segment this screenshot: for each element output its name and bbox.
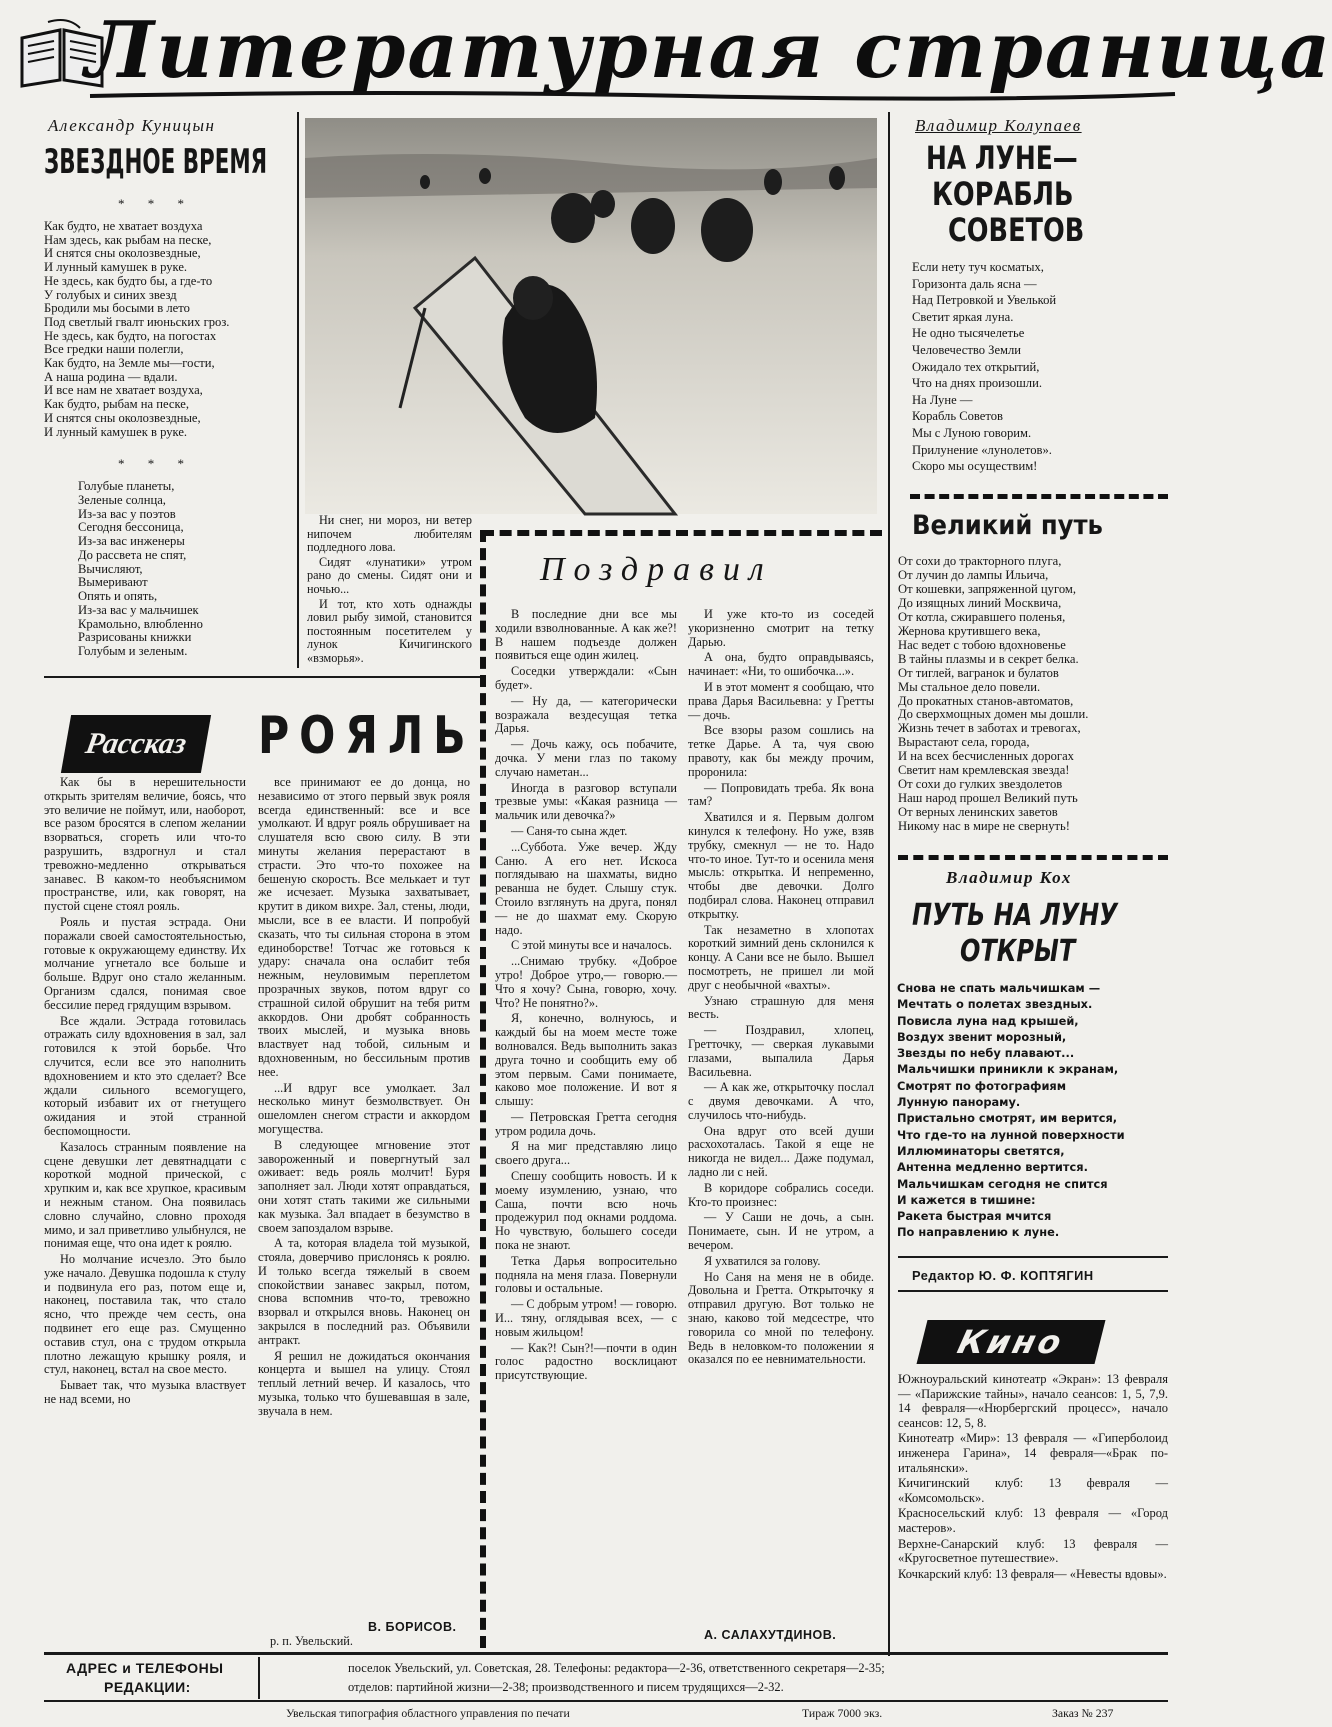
royal-p: Я решил не дожидаться окончания концерта и вышел на улицу. Стоял теплый летний вечер. И казалось, что музыка, только что бушевавшая в зале, звучала в нем. <box>258 1348 470 1418</box>
stars-divider: * * * <box>118 196 194 211</box>
footer-rule-top <box>44 1652 1168 1655</box>
kino-item: Красносельский клуб: 13 февраля — «Город мастеров». <box>898 1506 1168 1535</box>
pozdravil-p: Она вдруг ото всей души расхохоталась. Такой я еще не никогда не видел... Даже подумал, ладно ли с ней. <box>688 1123 874 1180</box>
pozdravil-p: — Петровская Гретта сегодня утром родила дочь. <box>495 1109 677 1138</box>
kox-author: Владимир Кох <box>946 868 1072 887</box>
kolupaev-author: Владимир Колупаев <box>915 116 1082 135</box>
borisov-signature: В. БОРИСОВ. <box>368 1620 457 1634</box>
borisov-place: р. п. Увельский. <box>270 1634 353 1648</box>
kino-rubric: Кино <box>917 1320 1106 1364</box>
pozdravil-p: Так незаметно в хлопотах короткий зимний день склонился к концу. А Сани все не было. Вышел посмотреть, не пришел ли мой друг с необычной «вахты». <box>688 922 874 992</box>
kino-item: Кинотеатр «Мир»: 13 февраля — «Гиперболоид инженера Гарина», 14 февраля—«Брак по-итальянски». <box>898 1431 1168 1475</box>
pozdravil-col-a <box>495 608 677 1385</box>
royal-p: Казалось странным появление на сцене девушки лет девятнадцати с короткой модной прической, с хрупким и, как все хрупкое, красивым и нежным станом. Она появилась словно случайно, словно проходя мимо, и зал приветливо улыбнулся, не понимая еще, что она идет к роялю. <box>44 1139 246 1251</box>
pozdravil-p: Я ухватился за голову. <box>704 1253 821 1268</box>
royal-p: Рояль и пустая эстрада. Они поражали своей самостоятельностью, готовые к окружающему единству. Их молчание угнетало все больше и больше. Вдруг оно стало желанным. Организм сдался, понимая свое бессилие перед грядущим взрывом. <box>44 914 246 1012</box>
royal-col-b <box>258 776 470 1421</box>
pozdravil-col-b <box>688 608 874 1369</box>
kino-item: Южноуральский кинотеатр «Экран»: 13 февраля — «Парижские тайны», начало сеансов: 1, 5, 7,9. 14 февраля—«Нюрбергский процесс», начало сеансов: 12, 5, 8. <box>898 1372 1168 1430</box>
velikiy-put-poem: От сохи до тракторного плуга, От лучин до лампы Ильича, От кошевки, запряженной цугом, До изящных линий Москвича, От котла, сжиравшего поленья, Жернова крутившего века, Нас ведет с тобою вдохновенье В тайны плазмы и в секрет белка. От тиглей, вагранок и булатов Мы стальное дело повели. До прокатных станов-автоматов, До сверхмощных домен мы дошли. Жизнь течет в заботах и тревогах, Вырастают села, города, И на всех бесчисленных дорогах Светит нам кремлевская звезда! От сохи до гулких звездолетов Наш народ прошел Великий путь От верных ленинских заветов Никому нас в мире не свернуть! <box>898 554 1089 834</box>
put-na-lunu-title-2: ОТКРЫТ <box>960 934 1076 969</box>
editor-rule-bottom <box>898 1290 1168 1292</box>
kunitsyn-poem-1: Как будто, не хватает воздуха Нам здесь, как рыбам на песке, И снятся сны околозвездные, И лунный камушек в руке. Не здесь, как будто бы, а где-то У голубых и синих звезд Бродили мы босыми в лето Под светлый гвалт июньских гроз. Не здесь, как будто, на погостах Все гредки наши полегли, Как будто, на Земле мы—гости, А наша родина — вдали. И все нам не хватает воздуха, Как будто, рыбам на песке, И снятся сны околозвездные, И лунный камушек в руке. <box>44 219 230 439</box>
pozdravil-p: — С добрым утром! — говорю. И... тяну, оглядывая всех, — с новым жильцом! <box>495 1297 677 1339</box>
footer-address-line-2: отделов: партийной жизни—2-38; производственного и писем трудящихся—2-32. <box>348 1680 784 1694</box>
pozdravil-p: — Поздравил, хлопец, Гретточку, — сверкая лукавыми глазами, выпалила Дарья Васильевна. <box>688 1023 874 1079</box>
right-column-rule <box>888 112 890 1656</box>
pozdravil-p: — Дочь кажу, ось побачите, дочка. У мени глаз по такому случаю наметан... <box>495 737 677 779</box>
royal-top-rule <box>44 676 480 678</box>
pozdravil-p: И уже кто-то из соседей укоризненно смотрит на тетку Дарью. <box>688 607 874 649</box>
masthead-title: Литературная страница <box>85 5 1332 96</box>
footer-divider <box>258 1657 260 1699</box>
masthead-underline <box>90 88 1175 102</box>
pozdravil-p: — У Саши не дочь, а сын. Понимаете, сын. И не утром, а вечером. <box>688 1210 874 1253</box>
pozdravil-p: — Попровидать треба. Як вона там? <box>688 780 874 809</box>
zvezdnoe-vremya-title: ЗВЕЗДНОЕ ВРЕМЯ <box>44 142 268 182</box>
divider-2 <box>898 855 1168 860</box>
editor-rule-top <box>898 1256 1168 1258</box>
kino-item: Верхне-Санарский клуб: 13 февраля — «Кругосветное путешествие». <box>898 1536 1168 1566</box>
kox-poem: Снова не спать мальчишкам — Мечтать о полетах звездных. Повисла луна над крышей, Воздух звенит морозный, Звезды по небу плавают... Мальчишки приникли к экранам, Смотрят по фотографиям Лунную панораму. Пристально смотрят, им верится, Что где-то на лунной поверхности Иллюминаторы светятся, Антенна медленно вертится. Мальчишкам сегодня не спится И кажется в тишине: Ракета быстрая мчится По направлению к луне. <box>897 981 1125 1240</box>
divider-1 <box>910 494 1168 499</box>
pozdravil-p: И в этот момент я сообщаю, что права Дарья Васильевна: у Гретты — дочь. <box>688 679 874 722</box>
pozdravil-p: — Саня-то сына ждет. <box>511 823 628 838</box>
pozdravil-p: В последние дни все мы ходили взволнованные. А как же?! В нашем подъезде должен появиться еще один жилец. <box>495 607 677 663</box>
royal-p: ...И вдруг все умолкает. Зал несколько минут безмолвствует. Он ошеломлен снегом страсти и аккордом могущества. <box>258 1080 470 1136</box>
na-lune-title-3: СОВЕТОВ <box>948 211 1085 249</box>
put-na-lunu-title-1: ПУТЬ НА ЛУНУ <box>912 898 1118 933</box>
royal-p: Как бы в нерешительности открыть зрителям величие, боясь, что это величие не поймут, или, наоборот, все разом бросятся в слепом желании взорваться, сгореть или что-то разрушить, вздрогнул и стал тревожно-медленно открываться занавес. В каком-то необъяснимом пространстве, или, как говорят, на пустой сцене стоял рояль. <box>44 775 246 914</box>
pozdravil-p: — Ну да, — категорически возражала вездесущая тетка Дарья. <box>495 693 677 736</box>
royal-p: Бывает так, что музыка властвует не над всеми, но <box>44 1378 246 1407</box>
winter-scene-image <box>305 118 877 514</box>
pozdravil-p: Иногда в разговор вступали трезвые умы: «Какая разница — мальчик или девочка?» <box>495 780 677 823</box>
pozdravil-p: Узнаю страшную для меня весть. <box>688 993 874 1022</box>
footer-label-1: АДРЕС и ТЕЛЕФОНЫ <box>66 1660 224 1676</box>
footer-label-2: РЕДАКЦИИ: <box>104 1679 191 1695</box>
royal-p: В следующее мгновение этот завороженный и повергнутый зал оживает: ведь рояль молчит! Буря заполняет зал. Люди хотят оправдаться, они хотят стать такими же сильными как музыка. Зал впадает в безумство в своем запоздалом взрыве. <box>258 1137 470 1235</box>
kunitsyn-poem-2: Голубые планеты, Зеленые солнца, Из-за вас у поэтов Сегодня бессоница, Из-за вас инженеры До рассвета не спят, Вычисляют, Вымеривают Опять и опять, Из-за вас у мальчишек Крамольно, влюбленно Разрисованы книжки Голубым и зеленым. <box>78 479 203 658</box>
ice-fishing-photo <box>305 118 877 514</box>
royal-p: Все ждали. Эстрада готовилась отражать силу вдохновения в зал, зал готовился к этой борьбе. Что случится, если все это наполнить вдохновением и кто это сделает? Все ждали сильного всемогущего, который избавит их от гнетущего ожидания и этой странной беспомощности. <box>44 1013 246 1138</box>
pozdravil-p: ...Суббота. Уже вечер. Жду Саню. А его нет. Искоса поглядываю на шахматы, видно реванша не будет. Слышу стук. Стоило взглянуть на друга, понял — не до шахмат ему. Скорую надо. <box>495 839 677 937</box>
printer-line: Увельская типография областного управления по печати <box>286 1706 570 1720</box>
royal-p: А та, которая владела той музыкой, стояла, доверчиво прислонясь к роялю. И только всегда тяжелый в своем спокойствии занавес закрыл, потом, снова вспомнив что-то, тревожно взорвал и открылся вновь. Наконец он закрылся в последний раз. Объявили антракт. <box>258 1236 470 1347</box>
salakhutdinov-signature: А. САЛАХУТДИНОВ. <box>704 1628 837 1642</box>
pozdravil-border-left <box>480 530 486 1648</box>
pozdravil-p: А она, будто оправдываясь, начинает: «Ни, то ошибочка...». <box>688 650 874 679</box>
column-rule <box>297 112 299 668</box>
zakaz-line: Заказ № 237 <box>1052 1706 1114 1720</box>
pozdravil-p: Хватился и я. Первым долгом кинулся к телефону. Но уже, взяв трубку, смекнул — не то. Надо что-то иное. Тут-то и осенила меня мысль: открытка. И непременно, чтобы две девочки. Долго подбирал слова. Наконец отправил открытку. <box>688 810 874 921</box>
royal-p: все принимают ее до донца, но независимо от этого первый звук рояля всегда единственный: все и все умолкают. И вдруг рояль обрушивает на слушателя всю свою силу. В эти минуты желания перерастают в страсти. Это что-то похожее на бешеную скорость. Все мелькает и тут же исчезает. Музыка захватывает, крутит в диком вихре. Зал, стены, люди, мысли, все в ее власти. И попробуй сказать, что ты сильная сторона в этом единоборстве! Тотчас же готовься к удару: сначала она ослабит тебя нежным, неуловимым переплетом прозрачных звуков, потом вдруг со страшной силой обрушит на тебя ритм аккордов. Они дробят собранность твоих мыслей, и музыка вновь властвует над тобой, сильным и вдохновенным, но бессильным против нее. <box>258 775 470 1079</box>
pozdravil-p: Все взоры разом сошлись на тетке Дарье. А та, чуя свою правоту, как бы между прочим, проронила: <box>688 723 874 779</box>
rasskaz-rubric: Рассказ <box>61 715 211 773</box>
caption-paragraph-2: Сидят «лунатики» утром рано до смены. Сидят они и ночью... <box>307 554 472 596</box>
editor-line: Редактор Ю. Ф. КОПТЯГИН <box>912 1268 1094 1283</box>
royal-col-a <box>44 776 246 1409</box>
pozdravil-p: Спешу сообщить новость. И к моему изумлению, узнаю, что Саша, почти всю ночь продежурил под окнами роддома. Но чувствую, большего соседи пока не знают. <box>495 1169 677 1253</box>
tirazh-line: Тираж 7000 экз. <box>802 1706 883 1720</box>
pozdravil-p: Но Саня на меня не в обиде. Довольна и Гретта. Открыточку я отправил другую. Вот только не знаю, каково той медсестре, что говорила со мной по телефону. Ведь в неловком-то положении я оказался по ее невнимательности. <box>688 1269 874 1367</box>
royal-title: РОЯЛЬ <box>258 706 476 766</box>
footer-address-line-1: поселок Увельский, ул. Советская, 28. Телефоны: редактора—2-36, ответственного секретаря—2-35; <box>348 1661 885 1675</box>
kino-listing <box>898 1372 1168 1582</box>
stars-divider-2: * * * <box>118 456 194 471</box>
pozdravil-p: ...Снимаю трубку. «Доброе утро! Доброе утро,— говорю.— Что я хочу? Сына, говорю, хочу. Что? Не понятно?». <box>495 954 677 1010</box>
royal-p: Но молчание исчезло. Это было уже начало. Девушка подошла к стулу и подвинула его раз, потом еще и, наконец, поставила так, что стало ясно, что прежде чем сесть, она подвинет его еще раз. Смущенно оставив стул, она с трудом открыла плотно лежащую крышку рояля, и стул, наконец, встал на свое место. <box>44 1252 246 1377</box>
pozdravil-border-top <box>482 530 882 536</box>
pozdravil-p: Я, конечно, волнуюсь, и каждый бы на моем месте тоже волновался. Ведь выполнить заказ друга точно и сообщить ему об этом первым. Сами понимаете, каково мое положение. И вот я слышу: <box>495 1011 677 1109</box>
caption-paragraph-1: Ни снег, ни мороз, ни ветер нипочем любителям подледного лова. <box>307 513 472 555</box>
kunitsyn-author: Александр Куницын <box>48 116 216 135</box>
pozdravil-p: С этой минуты все и началось. <box>511 938 672 953</box>
na-lune-title-1: НА ЛУНЕ— <box>926 139 1078 177</box>
photo-caption <box>307 514 472 667</box>
pozdravil-p: — Как?! Сын?!—почти в один голос радостно восклицают присутствующие. <box>495 1340 677 1383</box>
kino-item: Кочкарский клуб: 13 февраля— «Невесты вдовы». <box>898 1566 1167 1581</box>
footer-rule-bottom <box>44 1700 1168 1702</box>
kolupaev-poem: Если нету туч косматых, Горизонта даль ясна — Над Петровкой и Увелькой Светит яркая луна. Не одно тысячелетье Человечество Земли Ожидало тех открытий, Что на днях произошли. На Луне — Корабль Советов Мы с Луною говорим. Прилунение «лунолетов». Скоро мы осуществим! <box>912 260 1057 474</box>
pozdravil-p: Я на миг представляю лицо своего друга... <box>495 1139 677 1168</box>
pozdravil-p: Тетка Дарья вопросительно подняла на меня глаза. Повернули головы и остальные. <box>495 1253 677 1296</box>
pozdravil-p: В коридоре собрались соседи. Кто-то произнес: <box>688 1180 874 1209</box>
kino-item: Кичигинский клуб: 13 февраля — «Комсомольск». <box>898 1476 1168 1505</box>
caption-paragraph-3: И тот, кто хоть однажды ловил рыбу зимой, становится постоянным посетителем у лунок Кичигинского «взморья». <box>307 596 472 665</box>
na-lune-title-2: КОРАБЛЬ <box>932 175 1074 213</box>
pozdravil-title: Поздравил <box>540 551 773 588</box>
pozdravil-p: Соседки утверждали: «Сын будет». <box>495 664 677 692</box>
masthead <box>0 0 1332 108</box>
pozdravil-p: — А как же, открыточку послал с двумя девочками. А что, случилось что-нибудь. <box>688 1080 874 1122</box>
velikiy-put-title: Великий путь <box>912 510 1103 541</box>
